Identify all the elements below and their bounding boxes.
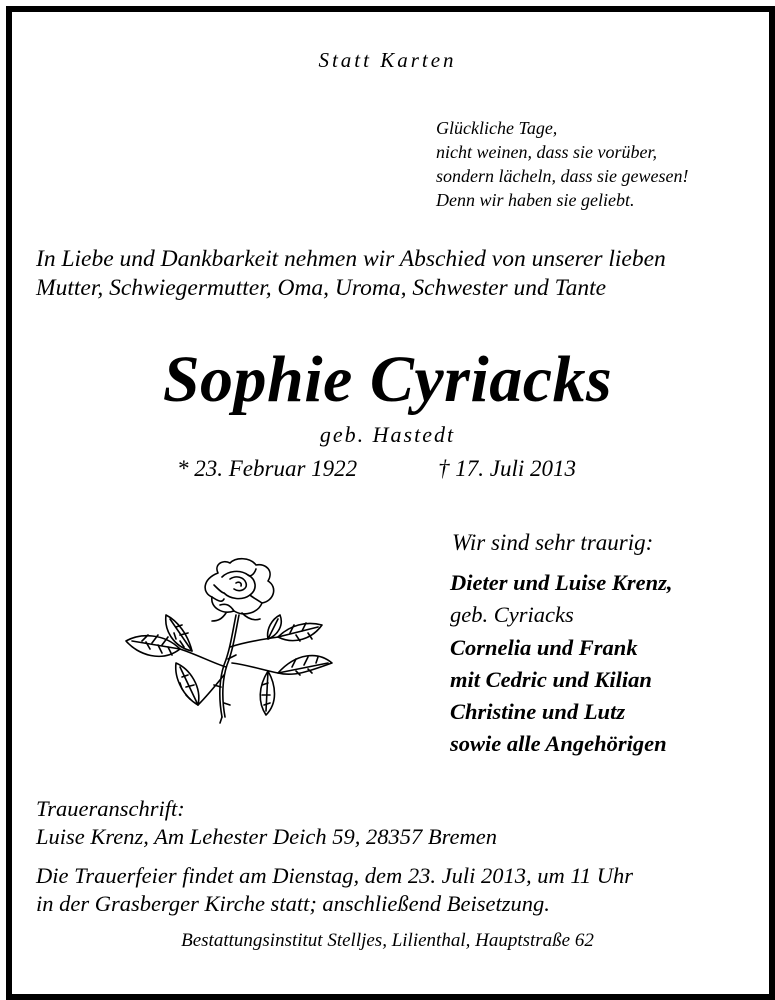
mourner-line: geb. Cyriacks [450, 602, 574, 628]
mourning-address [36, 795, 497, 851]
poem [436, 116, 688, 212]
mourner-line: mit Cedric und Kilian [450, 666, 652, 692]
rose-icon [118, 555, 338, 725]
ceremony-line: in der Grasberger Kirche statt; anschließend Beisetzung. [36, 891, 550, 916]
poem-line: sondern lächeln, dass sie gewesen! [436, 166, 689, 186]
intro-line: In Liebe und Dankbarkeit nehmen wir Abschied von unserer lieben [36, 246, 666, 272]
mourner-line: Cornelia und Frank [450, 634, 638, 660]
mourners-list [450, 567, 673, 761]
death-date: † 17. Juli 2013 [438, 456, 576, 481]
mourner-line: Christine und Lutz [450, 699, 626, 725]
poem-line: Denn wir haben sie geliebt. [436, 190, 635, 210]
statt-karten-heading: Statt Karten [318, 48, 457, 72]
mourner-line: Dieter und Luise Krenz, [450, 570, 673, 595]
poem-line: Glückliche Tage, [436, 118, 558, 138]
address-label: Traueranschrift: [36, 796, 185, 821]
intro-text [36, 245, 666, 303]
birth-name: geb. Hastedt [319, 422, 456, 447]
birth-date: * 23. Februar 1922 [177, 456, 358, 481]
intro-line: Mutter, Schwiegermutter, Oma, Uroma, Schwester und Tante [36, 275, 607, 301]
mourner-line: sowie alle Angehörigen [450, 731, 667, 757]
ceremony-line: Die Trauerfeier findet am Dienstag, dem 23. Juli 2013, um 11 Uhr [36, 863, 634, 888]
poem-line: nicht weinen, dass sie vorüber, [436, 142, 657, 162]
ceremony-info [36, 862, 633, 918]
address-value: Luise Krenz, Am Lehester Deich 59, 28357 Bremen [36, 824, 497, 849]
mourners-heading: Wir sind sehr traurig: [452, 530, 654, 555]
deceased-name: Sophie Cyriacks [162, 343, 613, 416]
funeral-home: Bestattungsinstitut Stelljes, Lilienthal, Hauptstraße 62 [181, 930, 594, 951]
